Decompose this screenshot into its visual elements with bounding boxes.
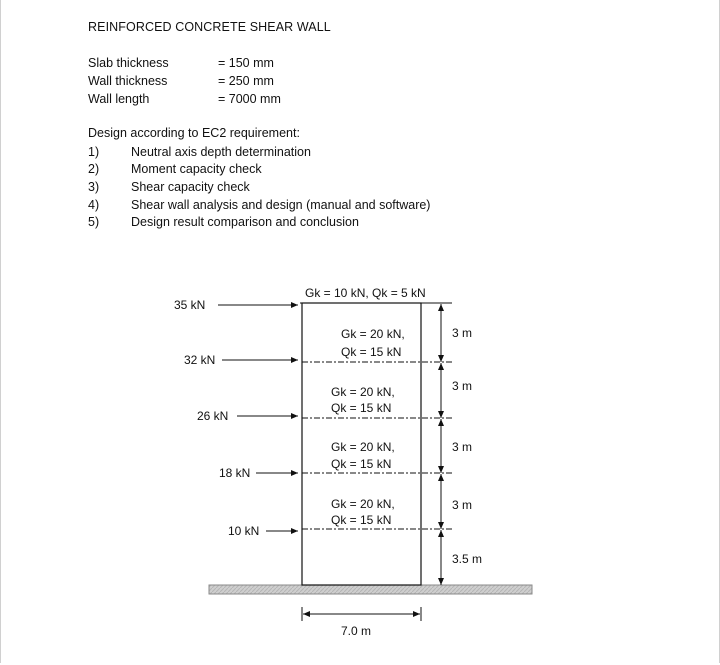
- slab-thickness-value: = 150 mm: [218, 56, 274, 70]
- requirement-item: Moment capacity check: [131, 162, 262, 176]
- page-title: REINFORCED CONCRETE SHEAR WALL: [88, 20, 331, 34]
- floor-load-qk: Qk = 15 kN: [331, 457, 392, 471]
- requirement-item: Shear capacity check: [131, 180, 250, 194]
- wall-length-value: = 7000 mm: [218, 92, 281, 106]
- wall-length-label: Wall length: [88, 92, 150, 106]
- requirements-heading: Design according to EC2 requirement:: [88, 126, 300, 140]
- storey-height-label: 3 m: [452, 379, 473, 393]
- top-load-label: Gk = 10 kN, Qk = 5 kN: [305, 286, 426, 300]
- requirement-item: Shear wall analysis and design (manual and software): [131, 198, 431, 212]
- storey-height-label: 3 m: [452, 440, 473, 454]
- storey-height-label: 3 m: [452, 326, 473, 340]
- lateral-load-label: 26 kN: [197, 409, 229, 423]
- ground-base: [209, 585, 532, 594]
- requirement-number: 3): [88, 180, 100, 194]
- floor-load-qk: Qk = 15 kN: [331, 401, 392, 415]
- wall-thickness-value: = 250 mm: [218, 74, 274, 88]
- lateral-load-label: 18 kN: [219, 466, 251, 480]
- floor-load-gk: Gk = 20 kN,: [341, 327, 405, 341]
- lateral-load-label: 32 kN: [184, 353, 216, 367]
- storey-height-label: 3.5 m: [452, 552, 483, 566]
- lateral-load-label: 35 kN: [174, 298, 206, 312]
- floor-load-gk: Gk = 20 kN,: [331, 440, 395, 454]
- lateral-load-label: 10 kN: [228, 524, 260, 538]
- storey-height-label: 3 m: [452, 498, 473, 512]
- floor-load-gk: Gk = 20 kN,: [331, 385, 395, 399]
- requirement-number: 2): [88, 162, 100, 176]
- slab-thickness-label: Slab thickness: [88, 56, 169, 70]
- requirement-number: 5): [88, 215, 100, 229]
- requirement-number: 1): [88, 145, 100, 159]
- requirement-item: Design result comparison and conclusion: [131, 215, 359, 229]
- requirement-item: Neutral axis depth determination: [131, 145, 311, 159]
- wall-width-label: 7.0 m: [341, 624, 372, 638]
- floor-load-qk: Qk = 15 kN: [331, 513, 392, 527]
- floor-load-gk: Gk = 20 kN,: [331, 497, 395, 511]
- requirement-number: 4): [88, 198, 100, 212]
- floor-load-qk: Qk = 15 kN: [341, 345, 402, 359]
- wall-thickness-label: Wall thickness: [88, 74, 168, 88]
